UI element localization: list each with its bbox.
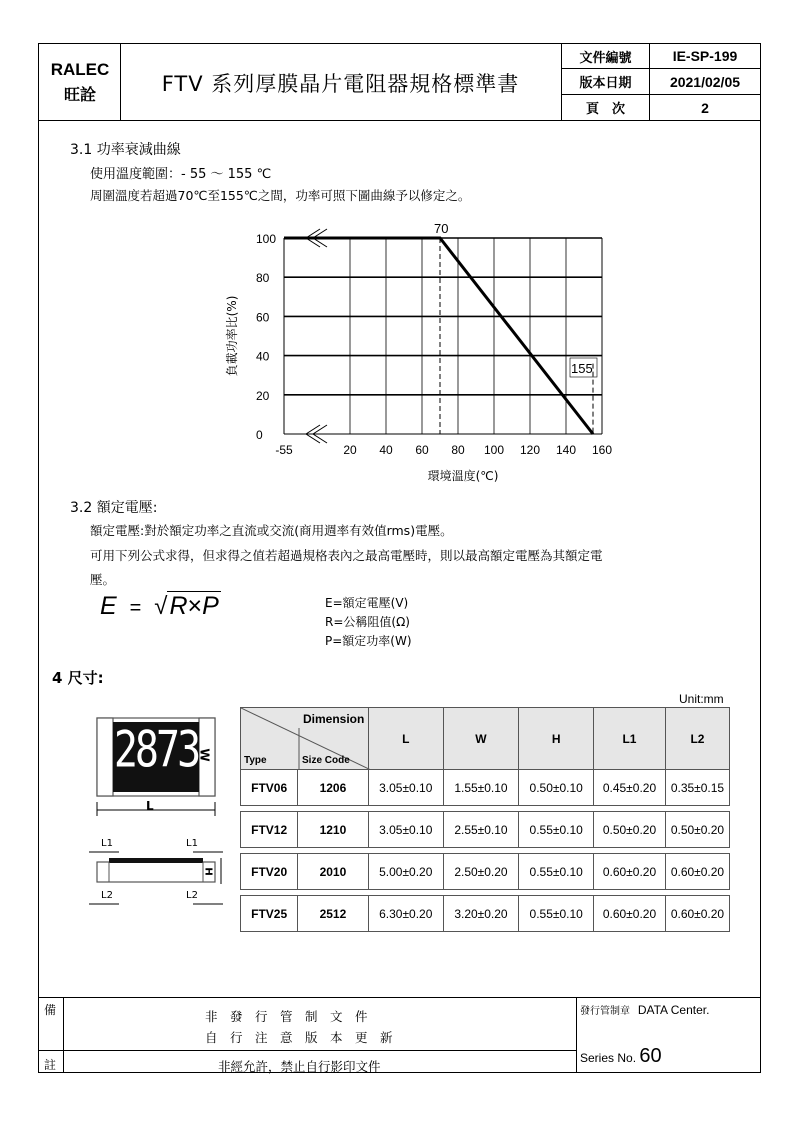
- cell-l2: 0.50±0.20: [665, 812, 730, 848]
- table-header-l2: L2: [665, 708, 730, 770]
- formula-times: ×: [187, 592, 203, 620]
- table-header-l: L: [368, 708, 443, 770]
- cell-l: 5.00±0.20: [368, 854, 443, 890]
- y-axis-label: 負載功率比(%): [225, 295, 239, 377]
- dim-label-h: H: [202, 867, 214, 876]
- formula-def-p: P=額定功率(W): [325, 634, 412, 648]
- footer-non-controlled: 非 發 行 管 制 文 件: [205, 1009, 368, 1024]
- row-size-code: 1210: [298, 812, 368, 848]
- meta-value-doc-no: IE-SP-199: [672, 48, 738, 64]
- x-tick-label: 60: [415, 443, 429, 457]
- annotation-knee-temp: 70: [434, 221, 449, 236]
- footer-bei: 備: [44, 1003, 57, 1017]
- footer-divider-1: [63, 997, 64, 1073]
- cell-l2: 0.60±0.20: [665, 896, 730, 932]
- section-3-1-heading: 3.1 功率衰減曲線: [70, 142, 181, 158]
- section-3-2-def: 額定電壓:對於額定功率之直流或交流(商用週率有效值rms)電壓。: [90, 523, 453, 538]
- dimension-table: [240, 707, 794, 932]
- x-tick-label: 20: [343, 443, 357, 457]
- x-tick-label: 40: [379, 443, 393, 457]
- meta-value-date: 2021/02/05: [669, 73, 741, 90]
- dim-label-l: L: [146, 799, 154, 813]
- x-tick-label: 80: [451, 443, 465, 457]
- cell-l: 3.05±0.10: [368, 812, 443, 848]
- side-body: [97, 862, 215, 882]
- section-3-2-formula-note: 可用下列公式求得，但求得之值若超過規格表內之最高電壓時，則以最高額定電壓為其額定電: [90, 548, 603, 563]
- formula-e: E: [100, 592, 117, 620]
- cell-l1: 0.60±0.20: [594, 896, 665, 932]
- footer-divider-2: [576, 997, 577, 1073]
- footer-series: [580, 1045, 662, 1068]
- row-size-code: 1206: [298, 770, 368, 806]
- cell-l2: 0.35±0.15: [665, 770, 730, 806]
- derating-curve-chart: [210, 215, 630, 490]
- row-size-code: 2010: [298, 854, 368, 890]
- table-size-code-label: Size Code: [302, 755, 350, 766]
- footer-version-note: 自 行 注 意 版 本 更 新: [205, 1030, 393, 1045]
- y-tick-label: 40: [256, 349, 270, 364]
- voltage-formula: [100, 592, 221, 621]
- cell-w: 2.55±0.10: [443, 812, 518, 848]
- section-3-1-temp-range: 使用溫度範圍：- 55 ～ 155 ℃: [90, 167, 272, 182]
- cell-h: 0.50±0.10: [519, 770, 594, 806]
- cell-l: 3.05±0.10: [368, 770, 443, 806]
- footer-mid-line: [38, 1050, 576, 1051]
- meta-label-doc-no: 文件編號: [579, 50, 632, 66]
- y-tick-label: 60: [256, 310, 270, 325]
- table-row: [241, 770, 794, 806]
- x-tick-label: 100: [483, 443, 505, 457]
- x-tick-label: 120: [519, 443, 541, 457]
- y-tick-label: 100: [256, 232, 277, 246]
- dim-label-l2-left: L2: [101, 890, 113, 901]
- row-size-code: 2512: [298, 896, 368, 932]
- section-3-2-heading: 3.2 額定電壓:: [70, 500, 158, 516]
- side-resistive-layer: [109, 858, 203, 863]
- table-type-label: Type: [244, 755, 267, 766]
- cell-l1: 0.50±0.20: [594, 812, 665, 848]
- cell-l1: 0.60±0.20: [594, 854, 665, 890]
- row-type: FTV12: [241, 812, 298, 848]
- dim-label-w: W: [197, 748, 212, 762]
- table-header-l1: L1: [594, 708, 665, 770]
- x-axis-label: 環境溫度(℃): [427, 469, 499, 483]
- footer-copy-notice: 非經允許，禁止自行影印文件: [218, 1059, 381, 1074]
- table-row: [241, 896, 794, 932]
- table-corner-header: [241, 708, 369, 770]
- table-row: [241, 812, 794, 848]
- cell-w: 1.55±0.10: [443, 770, 518, 806]
- formula-equals: =: [129, 597, 142, 619]
- footer-zhu: 註: [44, 1058, 57, 1072]
- y-tick-label: 0: [256, 428, 263, 442]
- meta-value-page: 2: [701, 99, 709, 116]
- x-tick-label: 160: [591, 443, 613, 457]
- section-3-1-note: 周圍溫度若超過70℃至155℃之間，功率可照下圖曲線予以修定之。: [90, 188, 471, 203]
- section-4-heading: 4 尺寸:: [52, 669, 104, 687]
- table-dimension-label: Dimension: [303, 712, 365, 726]
- sqrt-sign-icon: √: [154, 593, 168, 620]
- footer-issuer-name: DATA Center.: [637, 1003, 710, 1017]
- y-tick-label: 20: [256, 388, 270, 403]
- cell-h: 0.55±0.10: [519, 854, 594, 890]
- dim-label-l1-right: L1: [186, 838, 198, 849]
- dim-label-l1-left: L1: [101, 838, 113, 849]
- row-type: FTV06: [241, 770, 298, 806]
- resistor-side-view-diagram: [85, 838, 230, 916]
- cell-l1: 0.45±0.20: [594, 770, 665, 806]
- cell-h: 0.55±0.10: [519, 896, 594, 932]
- footer-series-label: Series No.: [580, 1051, 637, 1065]
- row-type: FTV20: [241, 854, 298, 890]
- x-tick-label: -55: [275, 443, 293, 457]
- cell-l: 6.30±0.20: [368, 896, 443, 932]
- row-type: FTV25: [241, 896, 298, 932]
- footer-issuer: [580, 1002, 709, 1017]
- formula-p: P: [202, 592, 219, 620]
- terminal-left: [97, 718, 113, 796]
- cell-w: 3.20±0.20: [443, 896, 518, 932]
- table-header-h: H: [519, 708, 594, 770]
- unit-label: Unit:mm: [679, 692, 724, 706]
- footer-issuer-label: 發行管制章: [580, 1006, 630, 1017]
- cell-l2: 0.60±0.20: [665, 854, 730, 890]
- footer-series-number: 60: [639, 1045, 662, 1067]
- company-name-en: RALEC: [50, 60, 110, 79]
- meta-label-date: 版本日期: [579, 76, 632, 91]
- formula-def-r: R=公稱阻值(Ω): [325, 615, 410, 629]
- cell-w: 2.50±0.20: [443, 854, 518, 890]
- section-3-2-formula-note-cont: 壓。: [90, 572, 116, 587]
- formula-def-e: E=額定電壓(V): [325, 596, 409, 610]
- x-tick-label: 140: [555, 443, 577, 457]
- table-row: [241, 854, 794, 890]
- cell-h: 0.55±0.10: [519, 812, 594, 848]
- document-title: FTV 系列厚膜晶片電阻器規格標準書: [161, 72, 520, 96]
- resistor-marking: 2873: [113, 721, 199, 779]
- y-tick-label: 80: [256, 271, 270, 286]
- dim-label-l2-right: L2: [186, 890, 198, 901]
- meta-label-page: 頁 次: [585, 102, 625, 117]
- company-name-zh: 旺詮: [63, 85, 96, 104]
- derating-curve-line: [284, 238, 593, 434]
- table-header-w: W: [443, 708, 518, 770]
- formula-r: R: [169, 592, 188, 620]
- header-bottom-line: [38, 120, 761, 121]
- formula-radicand: [167, 591, 220, 620]
- footer-top-line: [38, 997, 761, 998]
- annotation-max-temp: 155: [571, 361, 593, 376]
